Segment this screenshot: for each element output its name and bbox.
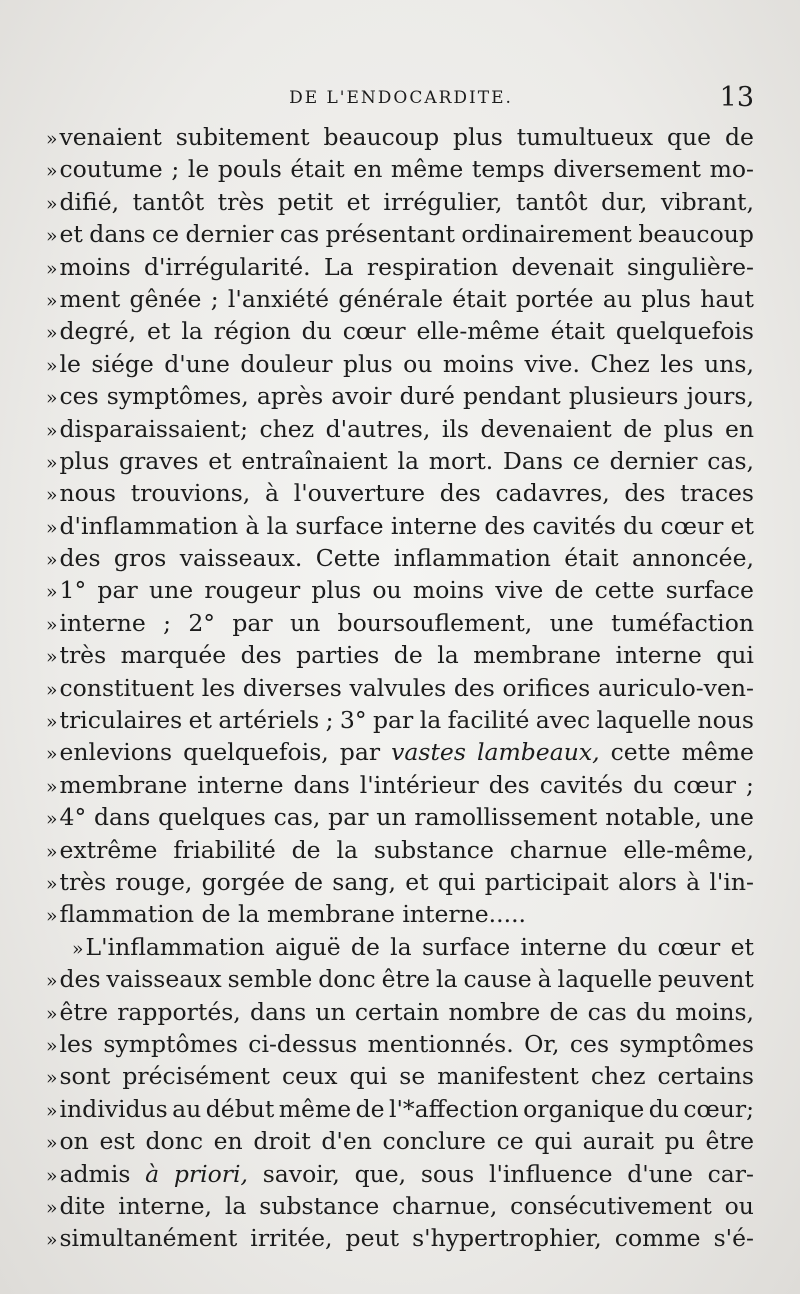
guillemet: »	[46, 1068, 58, 1090]
text-line: »1° par une rougeur plus ou moins vive de cette surface	[46, 576, 754, 605]
text-line: »dite interne, la substance charnue, consécutivement ou	[46, 1191, 754, 1220]
guillemet: »	[46, 971, 58, 993]
text-line: »ces symptômes, après avoir duré pendant plusieurs jours,	[46, 382, 754, 411]
text-line: »interne ; 2° par un boursouflement, une tuméfaction	[46, 608, 754, 637]
guillemet: »	[46, 258, 58, 280]
guillemet: »	[46, 485, 58, 507]
text-line: »constituent les diverses valvules des orifices auriculo-ven-	[46, 673, 754, 702]
running-title: DE L'ENDOCARDITE.	[289, 88, 513, 108]
text-line: »degré, et la région du cœur elle-même était quelquefois	[46, 317, 754, 346]
guillemet: »	[46, 1035, 58, 1057]
guillemet: »	[46, 1003, 58, 1025]
text-line: »très rouge, gorgée de sang, et qui participait alors à l'in-	[46, 867, 754, 896]
guillemet: »	[46, 809, 58, 831]
guillemet: »	[46, 323, 58, 345]
text-line: »des gros vaisseaux. Cette inflammation était annoncée,	[46, 544, 754, 573]
text-line: »nous trouvions, à l'ouverture des cadavres, des traces	[46, 479, 754, 508]
guillemet: »	[46, 873, 58, 895]
guillemet: »	[46, 290, 58, 312]
text-line: »très marquée des parties de la membrane interne qui	[46, 641, 754, 670]
text-line: »venaient subitement beaucoup plus tumultueux que de	[46, 123, 754, 151]
body-text	[46, 121, 754, 1255]
text-line: »moins d'irrégularité. La respiration devenait singulière-	[46, 252, 754, 281]
text-line: »coutume ; le pouls était en même temps diversement mo-	[46, 155, 754, 184]
guillemet: »	[46, 1230, 58, 1252]
guillemet: »	[46, 1100, 58, 1122]
guillemet: »	[46, 841, 58, 863]
text-line: »des vaisseaux semble donc être la cause à laquelle peuvent	[46, 965, 754, 994]
guillemet: »	[72, 938, 84, 960]
text-line: »disparaissaient; chez d'autres, ils devenaient de plus en	[46, 414, 754, 443]
guillemet: »	[46, 776, 58, 798]
text-line: »d'inflammation à la surface interne des cavités du cœur et	[46, 511, 754, 540]
guillemet: »	[46, 906, 58, 928]
text-line: »difié, tantôt très petit et irrégulier, tantôt dur, vibrant,	[46, 187, 754, 216]
guillemet: »	[46, 517, 58, 539]
page-number: 13	[719, 82, 754, 113]
text-line: »être rapportés, dans un certain nombre de cas du moins,	[46, 997, 754, 1026]
guillemet: »	[46, 161, 58, 183]
text-line: »sont précisément ceux qui se manifestent chez certains	[46, 1062, 754, 1091]
guillemet: »	[46, 550, 58, 572]
text-line: »les symptômes ci-dessus mentionnés. Or, ces symptômes	[46, 1029, 754, 1058]
guillemet: »	[46, 582, 58, 604]
text-line: »le siége d'une douleur plus ou moins vive. Chez les uns,	[46, 349, 754, 378]
guillemet: »	[46, 1133, 58, 1155]
guillemet: »	[46, 744, 58, 766]
guillemet: »	[46, 420, 58, 442]
text-line: »simultanément irritée, peut s'hypertrophier, comme s'é-	[46, 1224, 754, 1253]
text-line: »enlevions quelquefois, par vastes lambeaux, cette même	[46, 738, 754, 767]
guillemet: »	[46, 647, 58, 669]
text-line: »on est donc en droit d'en conclure ce qui aurait pu être	[46, 1127, 754, 1156]
guillemet: »	[46, 1197, 58, 1219]
text-line: »et dans ce dernier cas présentant ordinairement beaucoup	[46, 220, 754, 249]
guillemet: »	[46, 226, 58, 248]
guillemet: »	[46, 355, 58, 377]
text-line: »4° dans quelques cas, par un ramollissement notable, une	[46, 803, 754, 832]
text-line: »ment gênée ; l'anxiété générale était portée au plus haut	[46, 284, 754, 313]
guillemet: »	[46, 712, 58, 734]
guillemet: »	[46, 1165, 58, 1187]
text-line: »extrême friabilité de la substance charnue elle-même,	[46, 835, 754, 864]
guillemet: »	[46, 193, 58, 215]
guillemet: »	[46, 614, 58, 636]
text-line: »flammation de la membrane interne.....	[46, 900, 527, 929]
text-line: »L'inflammation aiguë de la surface interne du cœur et	[72, 932, 754, 961]
guillemet: »	[46, 679, 58, 701]
guillemet: »	[46, 129, 58, 150]
text-line: »individus au début même de l'*affection organique du cœur;	[46, 1094, 754, 1123]
text-line: »membrane interne dans l'intérieur des cavités du cœur ;	[46, 770, 754, 799]
guillemet: »	[46, 388, 58, 410]
page-header	[48, 82, 754, 116]
text-line: »triculaires et artériels ; 3° par la facilité avec laquelle nous	[46, 706, 754, 735]
text-line: »plus graves et entraînaient la mort. Dans ce dernier cas,	[46, 446, 754, 475]
text-line: »admis à priori, savoir, que, sous l'influence d'une car-	[46, 1159, 754, 1188]
guillemet: »	[46, 452, 58, 474]
